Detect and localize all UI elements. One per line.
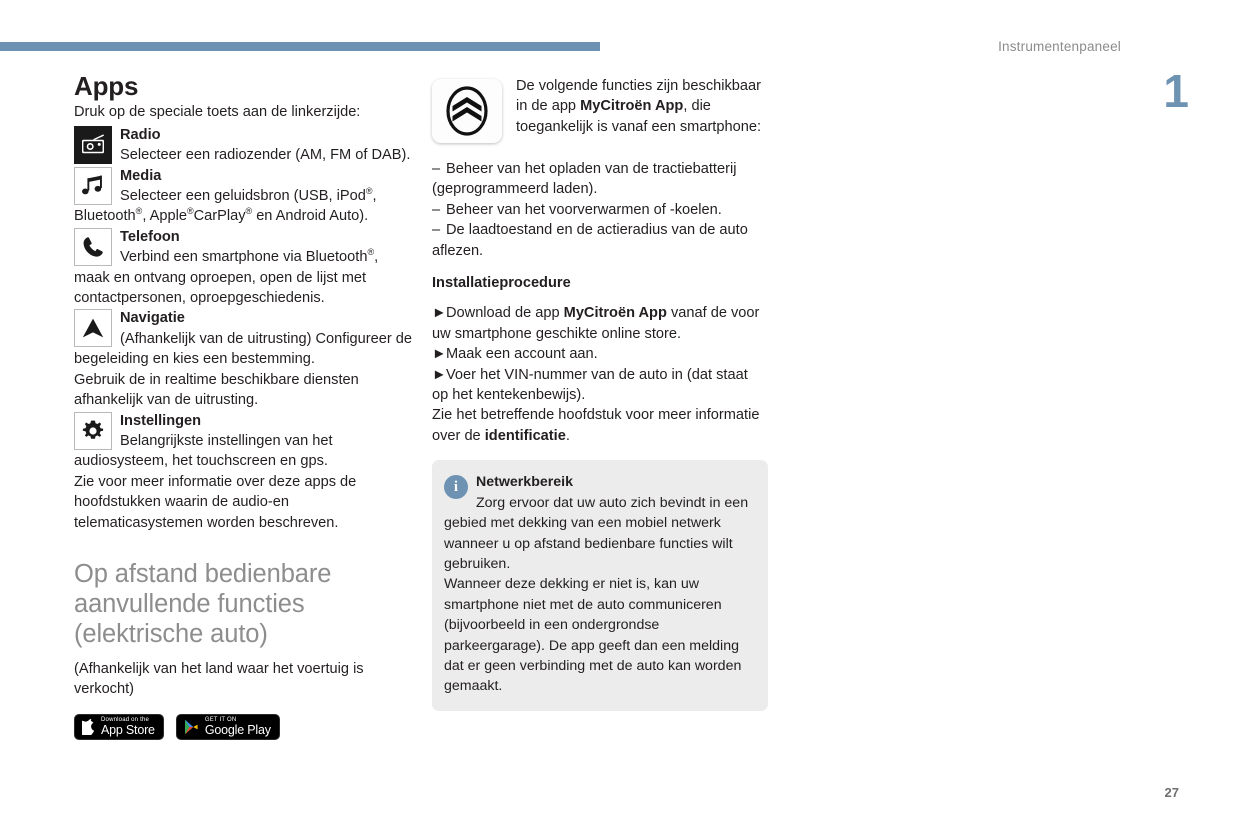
app-store-badge[interactable] (74, 714, 164, 740)
procedure-steps (432, 303, 768, 405)
procedure-step: ►Maak een account aan. (432, 344, 768, 364)
procedure-step: ►Download de app MyCitroën App vanaf de voor uw smartphone geschikte online store. (432, 305, 760, 342)
music-note-icon (74, 167, 112, 205)
page-title: Apps (74, 71, 139, 101)
chapter-number: 1 (1163, 65, 1189, 117)
app-entry-radio (74, 125, 414, 166)
procedure-step: ►Voer het VIN-nummer van de auto in (dat staat op het kentekenbewijs). (432, 366, 748, 404)
app-entry-title: Instellingen (120, 412, 202, 429)
dash-mark: – (432, 222, 441, 239)
app-entry-body: Selecteer een geluidsbron (USB, iPod®, Bluetooth®, Apple®CarPlay® en Android Auto). (74, 186, 377, 225)
intro-text: Druk op de speciale toets aan de linkerzijde: (74, 104, 361, 121)
google-play-badge-small: GET IT ON (204, 717, 237, 723)
radio-icon (74, 126, 112, 164)
feature-item: – Beheer van het opladen van de tractiebatterij (geprogrammeerd laden). (432, 161, 737, 198)
note-body-extra: Wanneer deze dekking er niet is, kan uw smartphone niet met de auto communiceren (bijvoorbeeld in een ondergrondse parkeergarage). De app geeft dan een melding dat er geen verbinding met de auto kan worden gemaakt. (444, 576, 742, 695)
app-entry-body: Selecteer een radiozender (AM, FM of DAB). (120, 147, 411, 164)
app-entry-title: Navigatie (120, 310, 185, 327)
dash-mark: – (432, 161, 441, 177)
arrow-mark: ► (432, 366, 447, 383)
store-badges (74, 714, 414, 740)
feature-item: – Beheer van het voorverwarmen of -koelen. (432, 200, 768, 220)
phone-icon (74, 228, 112, 266)
note-body: Zorg ervoor dat uw auto zich bevindt in een gebied met dekking van een mobiel netwerk wanneer u op afstand bedienbare functies wilt gebruiken. (444, 494, 749, 572)
closing-text: Zie het betreffende hoofdstuk voor meer informatie over de identificatie. (432, 407, 760, 444)
app-entry-title: Radio (120, 126, 161, 143)
app-entry-title: Telefoon (120, 228, 180, 245)
app-entry-settings (74, 411, 414, 533)
google-play-badge[interactable] (176, 714, 280, 740)
google-play-triangle-icon (184, 719, 199, 735)
dash-mark: – (432, 201, 441, 218)
apple-logo-icon (82, 719, 95, 735)
navigation-arrow-icon (74, 309, 112, 347)
app-store-badge-big: App Store (101, 723, 155, 737)
arrow-mark: ► (432, 346, 447, 363)
app-entry-body: Belangrijkste instellingen van het audiosysteem, het touchscreen en gps. (74, 432, 333, 470)
app-entry-body: Verbind een smartphone via Bluetooth®, maak en ontvang oproepen, open de lijst met contactpersonen, oproepgeschiedenis. (74, 247, 379, 307)
citroen-logo-icon (432, 79, 502, 143)
feature-item: – De laadtoestand en de actieradius van de auto aflezen. (432, 222, 748, 259)
app-store-badge-small: Download on the (101, 717, 150, 723)
procedure-heading: Installatieprocedure (432, 275, 571, 292)
app-entry-title: Media (120, 167, 162, 184)
page-number: 27 (1164, 785, 1179, 800)
left-column (74, 71, 414, 740)
subtitle-note: (Afhankelijk van het land waar het voertuig is verkocht) (74, 660, 364, 698)
app-entry-media (74, 166, 414, 227)
feature-list (432, 159, 768, 261)
running-head: Instrumentenpaneel (998, 39, 1121, 54)
app-entry-navigation (74, 308, 414, 410)
section-subtitle: Op afstand bedienbare aanvullende functies (elektrische auto) (74, 559, 332, 648)
google-play-badge-big: Google Play (204, 723, 271, 737)
note-title: Netwerkbereik (476, 474, 573, 491)
app-entry-body-extra: Zie voor meer informatie over deze apps de hoofdstukken waarin de audio-en telematicasystemen worden beschreven. (74, 473, 357, 531)
app-entry-body-extra: Gebruik de in realtime beschikbare diensten afhankelijk van de uitrusting. (74, 371, 359, 409)
app-intro-text: De volgende functies zijn beschikbaar in de app MyCitroën App, die toegankelijk is vanaf een smartphone: (516, 78, 762, 135)
header-rule (0, 42, 600, 51)
info-icon: i (444, 475, 468, 499)
gear-icon (74, 412, 112, 450)
app-entry-phone (74, 227, 414, 309)
arrow-mark: ► (432, 305, 447, 322)
app-entry-body: (Afhankelijk van de uitrusting) Configureer de begeleiding en kies een bestemming. (74, 330, 413, 368)
note-box (432, 460, 768, 710)
right-column (432, 76, 768, 711)
